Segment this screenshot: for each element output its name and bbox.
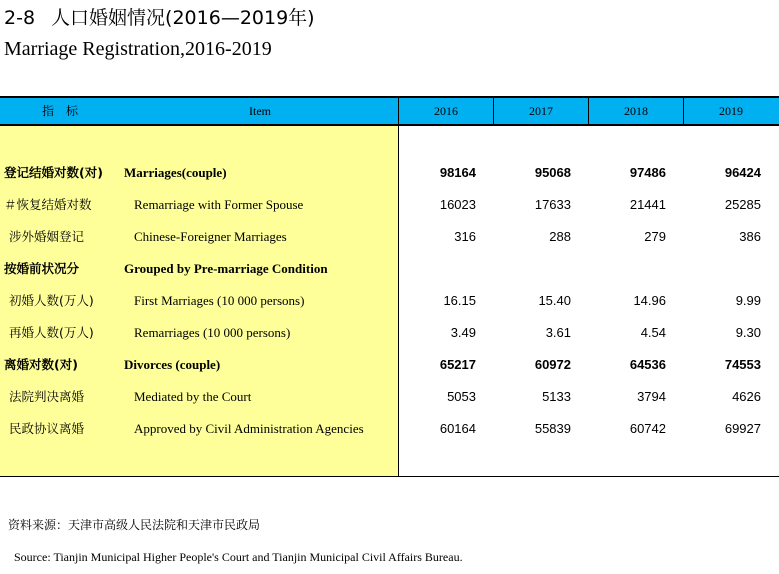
cell-2018: 60742	[629, 421, 666, 436]
cell-2016: 316	[454, 229, 476, 244]
row-label-cn: 涉外婚姻登记	[9, 229, 85, 244]
row-label-en: Approved by Civil Administration Agencies	[134, 421, 364, 436]
cell-2019: 96424	[724, 165, 761, 180]
row-label-en: Divorces (couple)	[124, 357, 221, 372]
header-item: Item	[249, 104, 271, 118]
cell-2018	[586, 253, 666, 285]
row-label-cn: 初婚人数(万人)	[9, 293, 94, 308]
cell-2019: 4626	[732, 389, 761, 404]
cell-2018: 97486	[629, 165, 666, 180]
cell-2016: 3.49	[450, 325, 476, 340]
row-label-en: Remarriages (10 000 persons)	[134, 325, 291, 340]
table-bottom-rule	[0, 476, 779, 477]
cell-2016: 16023	[439, 197, 476, 212]
row-label-cn: 离婚对数(对)	[4, 357, 78, 372]
row-label-en: Mediated by the Court	[134, 389, 252, 404]
row-label-cn: ＃恢复结婚对数	[4, 197, 92, 212]
table-row	[0, 253, 779, 285]
cell-2016	[396, 253, 476, 285]
cell-2017: 5133	[542, 389, 571, 404]
cell-2019: 9.99	[735, 293, 761, 308]
table-row	[0, 317, 779, 349]
header-indicator: 指 标	[41, 104, 78, 118]
cell-2017: 17633	[534, 197, 571, 212]
row-label-en: Grouped by Pre-marriage Condition	[124, 261, 328, 276]
cell-2017: 95068	[534, 165, 571, 180]
source-note-en: Source: Tianjin Municipal Higher People's Court and Tianjin Municipal Civil Affairs Bureau.	[14, 550, 463, 564]
row-label-en: Chinese-Foreigner Marriages	[134, 229, 287, 244]
page-title	[4, 4, 315, 32]
header-divider	[398, 98, 399, 124]
cell-2017: 60972	[534, 357, 571, 372]
table-row	[0, 189, 779, 221]
cell-2018: 3794	[637, 389, 666, 404]
table-number: 2-8	[4, 7, 36, 29]
row-label-en: Remarriage with Former Spouse	[134, 197, 304, 212]
cell-2019: 74553	[724, 357, 761, 372]
row-label-en: Marriages(couple)	[124, 165, 227, 180]
cell-2016: 98164	[439, 165, 476, 180]
cell-2018: 4.54	[640, 325, 666, 340]
cell-2018: 14.96	[633, 293, 666, 308]
row-label-cn: 再婚人数(万人)	[9, 325, 94, 340]
cell-2016: 60164	[439, 421, 476, 436]
table-row	[0, 413, 779, 445]
cell-2018: 21441	[629, 197, 666, 212]
row-label-cn: 民政协议离婚	[9, 421, 85, 436]
header-year-2016: 2016	[434, 104, 458, 118]
cell-2017	[491, 253, 571, 285]
cell-2016: 5053	[447, 389, 476, 404]
cell-2017: 3.61	[545, 325, 571, 340]
cell-2019: 9.30	[735, 325, 761, 340]
cell-2019	[681, 253, 761, 285]
title-english: Marriage Registration,2016-2019	[4, 38, 272, 60]
header-year-2017: 2017	[529, 104, 553, 118]
cell-2019: 25285	[724, 197, 761, 212]
table-row	[0, 349, 779, 381]
header-divider	[588, 98, 589, 124]
cell-2019: 69927	[724, 421, 761, 436]
cell-2018: 279	[644, 229, 666, 244]
cell-2017: 288	[549, 229, 571, 244]
header-divider	[683, 98, 684, 124]
header-divider	[493, 98, 494, 124]
header-year-2018: 2018	[624, 104, 648, 118]
row-label-cn: 登记结婚对数(对)	[4, 165, 103, 180]
title-chinese: 人口婚姻情况(2016—2019年)	[51, 7, 315, 29]
cell-2019: 386	[739, 229, 761, 244]
cell-2018: 64536	[629, 357, 666, 372]
cell-2017: 15.40	[538, 293, 571, 308]
cell-2016: 16.15	[443, 293, 476, 308]
row-label-en: First Marriages (10 000 persons)	[134, 293, 305, 308]
table-row	[0, 285, 779, 317]
row-label-cn: 法院判决离婚	[9, 389, 85, 404]
table-row	[0, 157, 779, 189]
header-year-2019: 2019	[719, 104, 743, 118]
table-header	[0, 96, 779, 126]
row-label-cn: 按婚前状况分	[4, 261, 80, 276]
cell-2017: 55839	[534, 421, 571, 436]
cell-2016: 65217	[439, 357, 476, 372]
table-row	[0, 221, 779, 253]
source-note-cn: 资料来源：天津市高级人民法院和天津市民政局	[8, 518, 261, 532]
table-row	[0, 381, 779, 413]
